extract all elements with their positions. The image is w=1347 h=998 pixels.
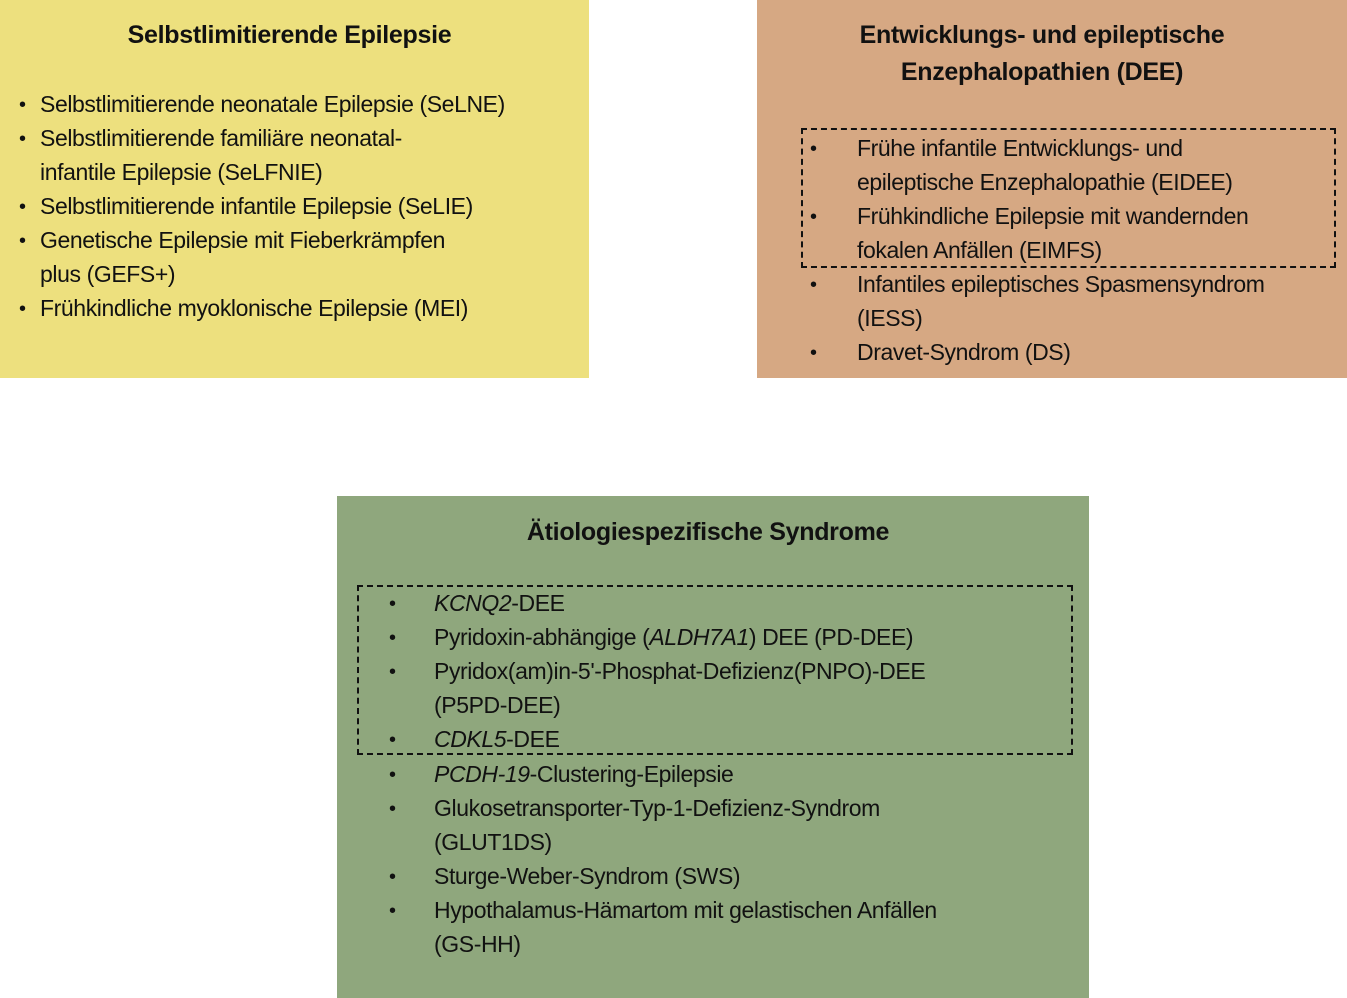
- list-item-cont: (IESS): [857, 305, 923, 331]
- list-item: [434, 586, 565, 620]
- list-item: [434, 620, 913, 654]
- dee-title-line1: Entwicklungs- und epileptische: [859, 21, 1225, 49]
- gene-name: KCNQ2: [434, 590, 512, 616]
- gene-name: CDKL5: [434, 726, 507, 752]
- bullet-icon: •: [19, 196, 27, 218]
- etiology-box: [337, 496, 1089, 998]
- list-item-cont: epileptische Enzephalopathie (EIDEE): [857, 169, 1233, 195]
- list-item: Genetische Epilepsie mit Fieberkrämpfen: [40, 227, 445, 253]
- bullet-icon: •: [19, 128, 27, 150]
- list-item-cont: plus (GEFS+): [40, 261, 176, 287]
- bullet-icon: •: [810, 206, 818, 228]
- list-item: Selbstlimitierende neonatale Epilepsie (SeLNE): [40, 91, 505, 117]
- item-text: -DEE: [511, 590, 565, 616]
- list-item-cont: (GLUT1DS): [434, 829, 552, 855]
- list-item: Glukosetransporter-Typ-1-Defizienz-Syndrom: [434, 795, 880, 821]
- gene-name: ALDH7A1: [649, 624, 749, 650]
- list-item: Pyridox(am)in-5'-Phosphat-Defizienz(PNPO)-DEE: [434, 658, 926, 684]
- item-text: -DEE: [506, 726, 560, 752]
- bullet-icon: •: [389, 661, 397, 683]
- list-item-cont: (P5PD-DEE): [434, 692, 561, 718]
- list-item: [434, 757, 733, 791]
- item-text: -Clustering-Epilepsie: [529, 761, 734, 787]
- list-item-cont: infantile Epilepsie (SeLFNIE): [40, 159, 323, 185]
- bullet-icon: •: [19, 298, 27, 320]
- bullet-icon: •: [389, 866, 397, 888]
- bullet-icon: •: [389, 798, 397, 820]
- bullet-icon: •: [810, 342, 818, 364]
- list-item: [434, 722, 560, 756]
- bullet-icon: •: [389, 729, 397, 751]
- list-item: Hypothalamus-Hämartom mit gelastischen Anfällen: [434, 897, 937, 923]
- list-item: Frühkindliche myoklonische Epilepsie (MEI): [40, 295, 469, 321]
- bullet-icon: •: [19, 230, 27, 252]
- bullet-icon: •: [19, 94, 27, 116]
- bullet-icon: •: [389, 593, 397, 615]
- bullet-icon: •: [810, 274, 818, 296]
- self-limited-epilepsy-box: [0, 0, 589, 378]
- gene-name: PCDH-19: [434, 761, 530, 787]
- dee-box: [757, 0, 1347, 378]
- list-item: Sturge-Weber-Syndrom (SWS): [434, 863, 741, 889]
- item-text: ) DEE (PD-DEE): [748, 624, 914, 650]
- etiology-title: Ätiologiespezifische Syndrome: [526, 518, 890, 546]
- list-item: Dravet-Syndrom (DS): [857, 339, 1071, 365]
- bullet-icon: •: [389, 764, 397, 786]
- item-text: Pyridoxin-abhängige (: [434, 624, 650, 650]
- list-item: Infantiles epileptisches Spasmensyndrom: [857, 271, 1265, 297]
- bullet-icon: •: [389, 900, 397, 922]
- list-item: Selbstlimitierende familiäre neonatal-: [40, 125, 402, 151]
- list-item: Selbstlimitierende infantile Epilepsie (SeLIE): [40, 193, 473, 219]
- list-item-cont: fokalen Anfällen (EIMFS): [857, 237, 1102, 263]
- self-limited-title: Selbstlimitierende Epilepsie: [127, 21, 452, 49]
- dee-title-line2: Enzephalopathien (DEE): [900, 58, 1184, 86]
- list-item: Frühkindliche Epilepsie mit wandernden: [857, 203, 1249, 229]
- bullet-icon: •: [389, 627, 397, 649]
- bullet-icon: •: [810, 138, 818, 160]
- list-item: Frühe infantile Entwicklungs- und: [857, 135, 1183, 161]
- list-item-cont: (GS-HH): [434, 931, 521, 957]
